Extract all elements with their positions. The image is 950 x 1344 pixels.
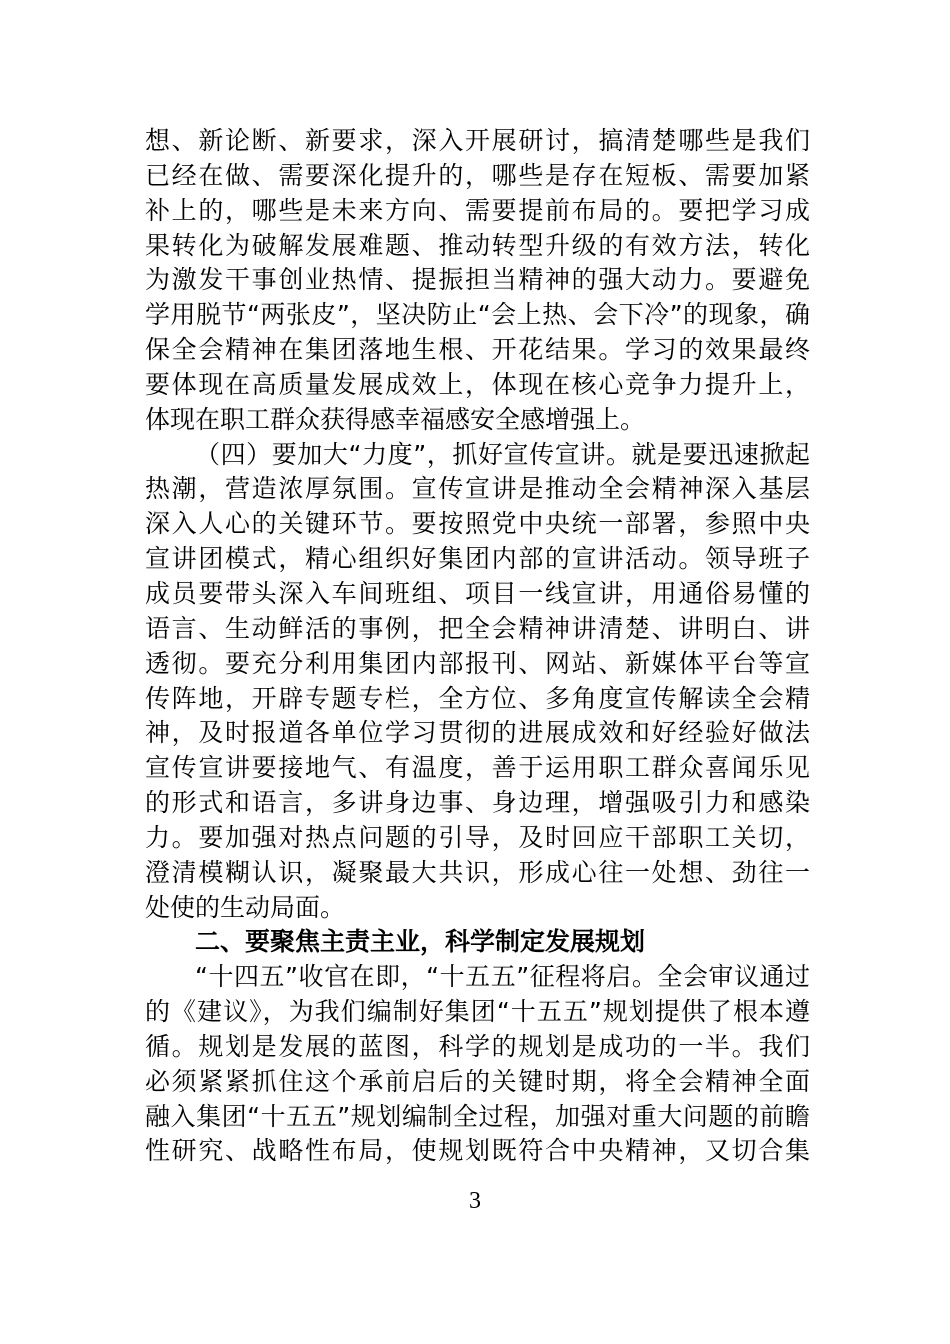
page-number: 3	[469, 1188, 481, 1214]
text-line: 语言、生动鲜活的事例，把全会精神讲清楚、讲明白、讲	[145, 613, 810, 643]
text-line: “十四五”收官在即，“十五五”征程将启。全会审议通过	[195, 962, 810, 992]
text-line: 已经在做、需要深化提升的，哪些是存在短板、需要加紧	[145, 160, 810, 190]
text-line: 保全会精神在集团落地生根、开花结果。学习的效果最终	[145, 335, 810, 365]
text-line: 果转化为破解发展难题、推动转型升级的有效方法，转化	[145, 230, 810, 260]
text-line: 学用脱节“两张皮”，坚决防止“会上热、会下冷”的现象，确	[145, 300, 810, 330]
text-line: 宣传宣讲要接地气、有温度，善于运用职工群众喜闻乐见	[145, 753, 810, 783]
text-line: 力。要加强对热点问题的引导，及时回应干部职工关切，	[145, 822, 810, 852]
text-line: 热潮，营造浓厚氛围。宣传宣讲是推动全会精神深入基层	[145, 474, 810, 504]
text-line: 处使的生动局面。	[145, 892, 346, 922]
text-line: 想、新论断、新要求，深入开展研讨，搞清楚哪些是我们	[145, 126, 810, 155]
text-line: 融入集团“十五五”规划编制全过程，加强对重大问题的前瞻	[145, 1101, 810, 1131]
text-line: 要体现在高质量发展成效上，体现在核心竞争力提升上，	[145, 369, 810, 399]
text-line: 澄清模糊认识，凝聚最大共识，形成心往一处想、劲往一	[145, 857, 810, 887]
text-line: 透彻。要充分利用集团内部报刊、网站、新媒体平台等宣	[145, 648, 810, 678]
text-line: 体现在职工群众获得感幸福感安全感增强上。	[145, 404, 646, 434]
body-text	[145, 124, 810, 1169]
text-line: 补上的，哪些是未来方向、需要提前布局的。要把学习成	[145, 195, 810, 225]
section-heading: 二、要聚焦主责主业，科学制定发展规划	[195, 927, 646, 957]
text-line: 传阵地，开辟专题专栏，全方位、多角度宣传解读全会精	[145, 683, 810, 713]
text-line: 的《建议》，为我们编制好集团“十五五”规划提供了根本遵	[145, 997, 810, 1027]
text-line: 循。规划是发展的蓝图，科学的规划是成功的一半。我们	[145, 1031, 810, 1061]
text-line: 神，及时报道各单位学习贯彻的进展成效和好经验好做法	[145, 718, 810, 748]
text-line: 成员要带头深入车间班组、项目一线宣讲，用通俗易懂的	[145, 578, 810, 608]
text-line: 为激发干事创业热情、提振担当精神的强大动力。要避免	[145, 265, 810, 295]
text-line: 必须紧紧抓住这个承前启后的关键时期，将全会精神全面	[145, 1066, 810, 1096]
subsection-heading-line: （四）要加大“力度”，抓好宣传宣讲。就是要迅速掀起	[195, 439, 810, 469]
text-line: 宣讲团模式，精心组织好集团内部的宣讲活动。领导班子	[145, 544, 810, 574]
text-line: 性研究、战略性布局，使规划既符合中央精神，又切合集	[145, 1136, 810, 1166]
text-line: 深入人心的关键环节。要按照党中央统一部署，参照中央	[145, 509, 810, 539]
text-line: 的形式和语言，多讲身边事、身边理，增强吸引力和感染	[145, 788, 810, 818]
